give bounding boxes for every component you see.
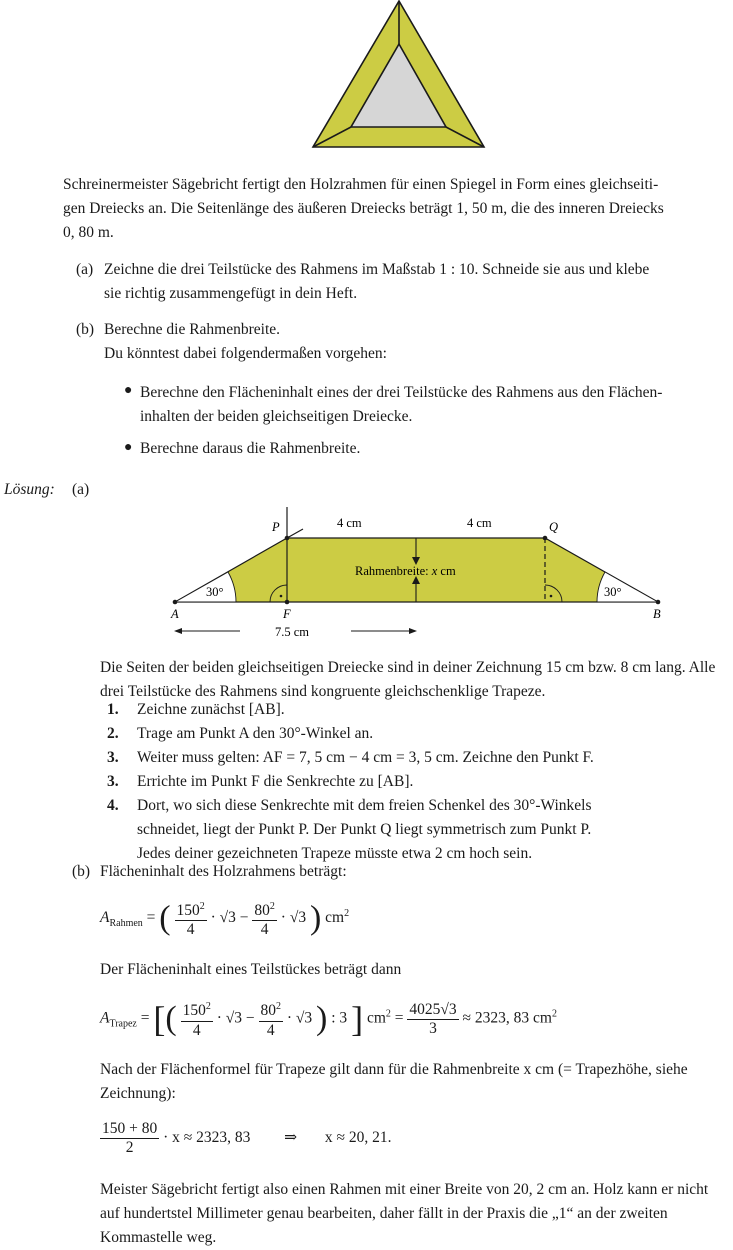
step-item-5-line-2: schneidet, liegt der Punkt P. Der Punkt Q liegt symmetrisch zum Punkt P. bbox=[137, 821, 592, 838]
bullet-item-1 bbox=[140, 381, 733, 429]
label-len-2: 4 cm bbox=[467, 516, 492, 530]
label-B: B bbox=[653, 607, 661, 621]
solution-a-line-2: drei Teilstücke des Rahmens sind kongruente gleichschenklige Trapeze. bbox=[100, 683, 546, 700]
step-item-4: 3. Errichte im Punkt F die Senkrechte zu [AB]. bbox=[107, 773, 414, 790]
intro-paragraph bbox=[63, 173, 733, 245]
conclusion-line-1: Meister Sägebricht fertigt also einen Rahmen mit einer Breite von 20, 2 cm an. Holz kann er nicht bbox=[100, 1181, 709, 1198]
solution-a-text bbox=[100, 656, 733, 704]
label-A: A bbox=[171, 607, 179, 621]
conclusion-line-3: Kommastelle weg. bbox=[100, 1229, 217, 1246]
task-a-line-1: Zeichne die drei Teilstücke des Rahmens im Maßstab 1 : 10. Schneide sie aus und klebe bbox=[104, 261, 650, 278]
bullet-dot-2: ● bbox=[124, 440, 133, 455]
task-a-text bbox=[104, 258, 733, 306]
step-item-3: 3. Weiter muss gelten: AF = 7, 5 cm − 4 cm = 3, 5 cm. Zeichne den Punkt F. bbox=[107, 749, 594, 766]
intro-line-1: Schreinermeister Sägebricht fertigt den Holzrahmen für einen Spiegel in Form eines gleichseiti- bbox=[63, 176, 659, 193]
intro-line-2: gen Dreiecks an. Die Seitenlänge des äußeren Dreiecks beträgt 1, 50 m, die des inneren Dreiecks bbox=[63, 200, 664, 217]
label-width: Rahmenbreite: x cm bbox=[355, 564, 456, 578]
steps-list bbox=[107, 698, 733, 866]
solution-a-line-1: Die Seiten der beiden gleichseitigen Dreiecke sind in deiner Zeichnung 15 cm bzw. 8 cm lang. Alle bbox=[100, 659, 716, 676]
conclusion bbox=[100, 1178, 733, 1250]
bullet-1-line-1: Berechne den Flächeninhalt eines der drei Teilstücke des Rahmens aus den Flächen- bbox=[140, 384, 663, 401]
label-len-1: 4 cm bbox=[337, 516, 362, 530]
solution-part-a-label: (a) bbox=[72, 481, 90, 498]
solution-part-b-label: (b) bbox=[72, 863, 91, 880]
trapezoid-figure bbox=[160, 505, 680, 645]
formula-trapez: $A_{Trapez}$ = [( $\frac{150^2}{4}$ · √3 − $\frac{80^2}{4}$ · √3 ) : 3 ] $cm^2$ = $\frac{4025√3}{3}$ ≈ 2323, 83 $cm^2$ bbox=[100, 999, 557, 1039]
solution-b-text-3 bbox=[100, 1058, 733, 1106]
task-a-label: (a) bbox=[76, 261, 94, 278]
label-P: P bbox=[272, 520, 280, 534]
step-item-2: 2. Trage am Punkt A den 30°-Winkel an. bbox=[107, 725, 374, 742]
step-item-5: 4. Dort, wo sich diese Senkrechte mit dem freien Schenkel des 30°-Winkels bbox=[107, 797, 592, 814]
bullet-item-2: Berechne daraus die Rahmenbreite. bbox=[140, 440, 361, 457]
intro-line-3: 0, 80 m. bbox=[63, 224, 114, 241]
formula-rahmen: $A_{Rahmen}$ = ( $\frac{150^2}{4}$ · √3 − $\frac{80^2}{4}$ · √3 ) $cm^2$ bbox=[100, 899, 350, 939]
solution-b-text-3-line-2: Zeichnung): bbox=[100, 1085, 176, 1102]
task-b-line-2: Du könntest dabei folgendermaßen vorgehen: bbox=[104, 345, 387, 362]
label-angle-right: 30° bbox=[604, 585, 622, 599]
conclusion-line-2: auf hundertstel Millimeter genau bearbeiten, daher fällt in der Praxis die „1“ an der zweiten bbox=[100, 1205, 668, 1222]
task-b-line-1: Berechne die Rahmenbreite. bbox=[104, 321, 281, 338]
solution-b-text-3-line-1: Nach der Flächenformel für Trapeze gilt dann für die Rahmenbreite x cm (= Trapezhöhe, siehe bbox=[100, 1061, 688, 1078]
solution-part-b-intro: Flächeninhalt des Holzrahmens beträgt: bbox=[100, 863, 347, 880]
label-Q: Q bbox=[549, 520, 559, 534]
label-F: F bbox=[283, 607, 291, 621]
label-bottom-length: 7.5 cm bbox=[275, 625, 310, 639]
solution-b-text-2: Der Flächeninhalt eines Teilstückes beträgt dann bbox=[100, 961, 402, 978]
step-item-5-line-3: Jedes deiner gezeichneten Trapeze müsste etwa 2 cm hoch sein. bbox=[137, 845, 533, 862]
bullet-dot-1: ● bbox=[124, 383, 133, 398]
task-b-text bbox=[104, 318, 733, 366]
bullet-1-line-2: inhalten der beiden gleichseitigen Dreiecke. bbox=[140, 408, 413, 425]
label-angle-left: 30° bbox=[206, 585, 224, 599]
solution-label: Lösung: bbox=[4, 481, 55, 498]
task-b-label: (b) bbox=[76, 321, 95, 338]
step-item-1: 1. Zeichne zunächst [AB]. bbox=[107, 701, 285, 718]
frame-triangle-figure bbox=[310, 0, 490, 152]
formula-width: $\frac{150 + 80}{2}$ · x ≈ 2323, 83 ⇒ x ≈ 20, 21. bbox=[102, 1120, 392, 1156]
task-a-line-2: sie richtig zusammengefügt in dein Heft. bbox=[104, 285, 358, 302]
